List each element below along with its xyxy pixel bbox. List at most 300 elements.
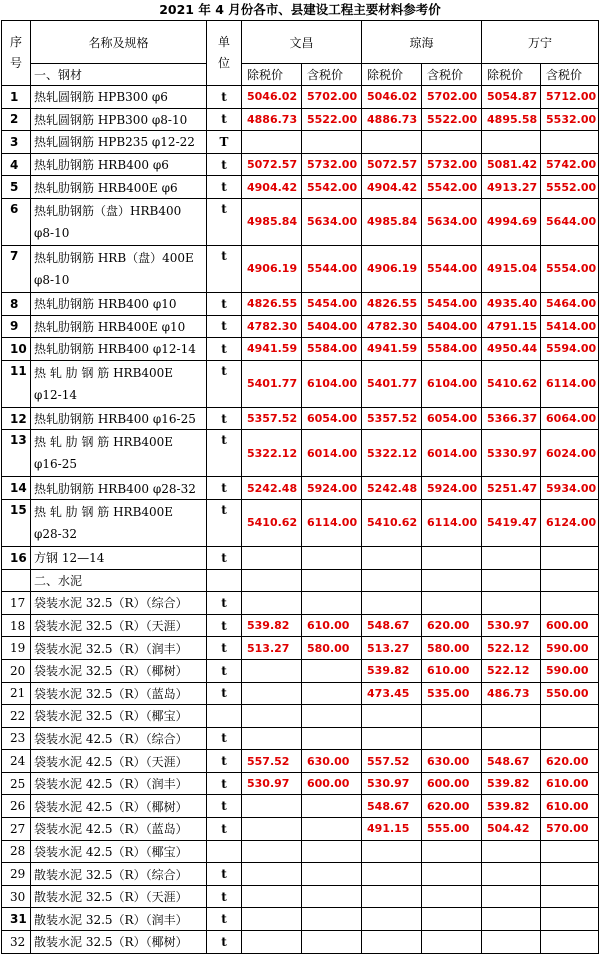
taxed-price-cell: 5584.00 bbox=[422, 338, 482, 361]
material-name-cell: 袋装水泥 32.5（R）（综合） bbox=[31, 592, 207, 615]
pretax-price-cell: 5242.48 bbox=[362, 477, 422, 500]
pretax-price-cell: 539.82 bbox=[362, 659, 422, 682]
seq-cell: 12 bbox=[2, 407, 31, 430]
taxed-price-cell: 5554.00 bbox=[541, 245, 599, 292]
pretax-price-cell: 4886.73 bbox=[242, 108, 302, 131]
table-row bbox=[2, 430, 599, 477]
taxed-price-cell: 5544.00 bbox=[422, 245, 482, 292]
unit-cell: t bbox=[207, 637, 242, 660]
taxed-header: 含税价 bbox=[541, 64, 599, 86]
unit-cell: t bbox=[207, 908, 242, 931]
taxed-price-cell bbox=[541, 727, 599, 750]
unit-cell: t bbox=[207, 86, 242, 109]
seq-cell: 22 bbox=[2, 705, 31, 728]
pretax-price-cell bbox=[482, 705, 541, 728]
seq-cell: 18 bbox=[2, 614, 31, 637]
taxed-price-cell: 610.00 bbox=[302, 614, 362, 637]
seq-cell: 10 bbox=[2, 338, 31, 361]
material-name-cell: 热轧肋钢筋 HRB（盘）400E φ8-10 bbox=[31, 245, 207, 292]
seq-cell: 19 bbox=[2, 637, 31, 660]
pretax-price-cell: 4985.84 bbox=[362, 198, 422, 245]
taxed-price-cell bbox=[541, 931, 599, 954]
pretax-price-cell: 4994.69 bbox=[482, 198, 541, 245]
pretax-price-cell: 5419.47 bbox=[482, 499, 541, 546]
material-name-cell: 热轧圆钢筋 HPB235 φ12-22 bbox=[31, 131, 207, 154]
pretax-price-cell: 530.97 bbox=[482, 614, 541, 637]
taxed-price-cell: 5594.00 bbox=[541, 338, 599, 361]
table-row bbox=[2, 315, 599, 338]
taxed-price-cell bbox=[422, 705, 482, 728]
pretax-price-cell: 548.67 bbox=[362, 795, 422, 818]
table-row bbox=[2, 840, 599, 863]
material-name-cell: 袋装水泥 42.5（R）（综合） bbox=[31, 727, 207, 750]
pretax-price-cell: 5357.52 bbox=[242, 407, 302, 430]
seq-cell: 31 bbox=[2, 908, 31, 931]
taxed-price-cell: 5732.00 bbox=[422, 153, 482, 176]
unit-cell: t bbox=[207, 614, 242, 637]
taxed-price-cell bbox=[422, 885, 482, 908]
unit-cell: t bbox=[207, 245, 242, 292]
table-row bbox=[2, 705, 599, 728]
taxed-price-cell: 600.00 bbox=[541, 614, 599, 637]
table-row bbox=[2, 292, 599, 315]
pretax-price-cell bbox=[482, 546, 541, 569]
empty-cell bbox=[482, 569, 541, 592]
taxed-price-cell bbox=[541, 705, 599, 728]
taxed-price-cell: 5924.00 bbox=[422, 477, 482, 500]
subheader-row bbox=[2, 64, 599, 86]
unit-cell: t bbox=[207, 750, 242, 773]
material-name-cell: 袋装水泥 42.5（R）（天涯） bbox=[31, 750, 207, 773]
taxed-price-cell bbox=[541, 592, 599, 615]
material-name-cell: 袋装水泥 32.5（R）（椰宝） bbox=[31, 705, 207, 728]
unit-cell: t bbox=[207, 499, 242, 546]
empty-cell bbox=[242, 569, 302, 592]
taxed-price-cell: 590.00 bbox=[541, 659, 599, 682]
empty-cell bbox=[362, 569, 422, 592]
unit-cell: t bbox=[207, 931, 242, 954]
material-name-cell: 热轧肋钢筋 HRB400 φ12-14 bbox=[31, 338, 207, 361]
taxed-price-cell bbox=[302, 682, 362, 705]
pretax-price-cell bbox=[482, 727, 541, 750]
seq-cell: 25 bbox=[2, 772, 31, 795]
taxed-price-cell: 5742.00 bbox=[541, 153, 599, 176]
taxed-price-cell: 6104.00 bbox=[422, 360, 482, 407]
table-row bbox=[2, 477, 599, 500]
section-label: 一、钢材 bbox=[31, 64, 207, 86]
material-name-cell: 热轧肋钢筋 HRB400 φ28-32 bbox=[31, 477, 207, 500]
pretax-price-cell bbox=[482, 131, 541, 154]
taxed-price-cell: 5644.00 bbox=[541, 198, 599, 245]
table-row bbox=[2, 863, 599, 886]
seq-cell: 5 bbox=[2, 176, 31, 199]
seq-cell: 4 bbox=[2, 153, 31, 176]
table-row bbox=[2, 245, 599, 292]
taxed-price-cell bbox=[541, 885, 599, 908]
material-name-cell: 散装水泥 32.5（R）（润丰） bbox=[31, 908, 207, 931]
taxed-price-cell: 6064.00 bbox=[541, 407, 599, 430]
empty-cell bbox=[541, 569, 599, 592]
table-row bbox=[2, 637, 599, 660]
pretax-header: 除税价 bbox=[362, 64, 422, 86]
pretax-price-cell: 5251.47 bbox=[482, 477, 541, 500]
pretax-price-cell bbox=[482, 908, 541, 931]
unit-cell: t bbox=[207, 546, 242, 569]
taxed-price-cell: 5584.00 bbox=[302, 338, 362, 361]
pretax-price-cell: 4915.04 bbox=[482, 245, 541, 292]
seq-cell: 17 bbox=[2, 592, 31, 615]
taxed-price-cell bbox=[302, 592, 362, 615]
taxed-price-cell bbox=[422, 908, 482, 931]
taxed-price-cell: 5404.00 bbox=[302, 315, 362, 338]
taxed-price-cell: 610.00 bbox=[541, 795, 599, 818]
taxed-price-cell: 5924.00 bbox=[302, 477, 362, 500]
pretax-price-cell: 5410.62 bbox=[362, 499, 422, 546]
pretax-price-cell bbox=[362, 592, 422, 615]
taxed-price-cell: 6104.00 bbox=[302, 360, 362, 407]
taxed-price-cell bbox=[541, 131, 599, 154]
material-name-cell: 袋装水泥 32.5（R）（润丰） bbox=[31, 637, 207, 660]
taxed-price-cell: 630.00 bbox=[422, 750, 482, 773]
header-row bbox=[2, 21, 599, 64]
pretax-header: 除税价 bbox=[242, 64, 302, 86]
seq-cell: 8 bbox=[2, 292, 31, 315]
pretax-price-cell: 4904.42 bbox=[362, 176, 422, 199]
taxed-price-cell: 5712.00 bbox=[541, 86, 599, 109]
material-name-cell: 袋装水泥 42.5（R）（润丰） bbox=[31, 772, 207, 795]
taxed-price-cell: 6114.00 bbox=[541, 360, 599, 407]
table-row bbox=[2, 407, 599, 430]
seq-cell: 27 bbox=[2, 818, 31, 841]
taxed-price-cell bbox=[302, 705, 362, 728]
table-row bbox=[2, 614, 599, 637]
material-name-cell: 袋装水泥 32.5（R）（蓝岛） bbox=[31, 682, 207, 705]
taxed-price-cell: 5414.00 bbox=[541, 315, 599, 338]
pretax-price-cell bbox=[482, 885, 541, 908]
table-row bbox=[2, 338, 599, 361]
taxed-price-cell: 570.00 bbox=[541, 818, 599, 841]
taxed-price-cell: 5542.00 bbox=[422, 176, 482, 199]
unit-cell bbox=[207, 705, 242, 728]
material-name-cell: 散装水泥 32.5（R）（天涯） bbox=[31, 885, 207, 908]
pretax-price-cell: 4913.27 bbox=[482, 176, 541, 199]
taxed-price-cell bbox=[302, 546, 362, 569]
table-row bbox=[2, 659, 599, 682]
seq-header: 序号 bbox=[2, 21, 31, 86]
pretax-price-cell bbox=[362, 705, 422, 728]
material-name-cell: 热 轧 肋 钢 筋 HRB400E φ28-32 bbox=[31, 499, 207, 546]
pretax-price-cell: 5072.57 bbox=[362, 153, 422, 176]
pretax-price-cell bbox=[242, 131, 302, 154]
seq-cell: 20 bbox=[2, 659, 31, 682]
table-row bbox=[2, 153, 599, 176]
taxed-price-cell: 5934.00 bbox=[541, 477, 599, 500]
material-name-cell: 热轧肋钢筋 HRB400 φ16-25 bbox=[31, 407, 207, 430]
material-name-cell: 散装水泥 32.5（R）（综合） bbox=[31, 863, 207, 886]
seq-cell: 6 bbox=[2, 198, 31, 245]
pretax-price-cell: 5322.12 bbox=[242, 430, 302, 477]
taxed-price-cell bbox=[302, 931, 362, 954]
taxed-price-cell bbox=[422, 131, 482, 154]
pretax-price-cell: 5046.02 bbox=[362, 86, 422, 109]
taxed-price-cell bbox=[302, 795, 362, 818]
unit-cell: t bbox=[207, 407, 242, 430]
pretax-price-cell: 5072.57 bbox=[242, 153, 302, 176]
region-header-wanning: 万宁 bbox=[482, 21, 599, 64]
pretax-price-cell bbox=[242, 885, 302, 908]
unit-cell: t bbox=[207, 176, 242, 199]
taxed-price-cell: 6054.00 bbox=[422, 407, 482, 430]
seq-cell: 11 bbox=[2, 360, 31, 407]
material-name-cell: 热轧肋钢筋 HRB400E φ6 bbox=[31, 176, 207, 199]
pretax-price-cell bbox=[482, 840, 541, 863]
seq-cell: 13 bbox=[2, 430, 31, 477]
taxed-price-cell: 5404.00 bbox=[422, 315, 482, 338]
pretax-price-cell: 4985.84 bbox=[242, 198, 302, 245]
table-row bbox=[2, 360, 599, 407]
pretax-price-cell: 557.52 bbox=[362, 750, 422, 773]
unit-cell: t bbox=[207, 795, 242, 818]
taxed-price-cell: 600.00 bbox=[422, 772, 482, 795]
pretax-price-cell: 5242.48 bbox=[242, 477, 302, 500]
table-row bbox=[2, 727, 599, 750]
pretax-price-cell bbox=[482, 592, 541, 615]
pretax-price-cell: 530.97 bbox=[242, 772, 302, 795]
seq-cell bbox=[2, 569, 31, 592]
seq-cell: 21 bbox=[2, 682, 31, 705]
pretax-price-cell: 513.27 bbox=[242, 637, 302, 660]
taxed-price-cell: 535.00 bbox=[422, 682, 482, 705]
pretax-price-cell bbox=[362, 908, 422, 931]
seq-cell: 15 bbox=[2, 499, 31, 546]
unit-cell: t bbox=[207, 818, 242, 841]
pretax-price-cell bbox=[362, 546, 422, 569]
taxed-price-cell: 5522.00 bbox=[422, 108, 482, 131]
taxed-price-cell: 580.00 bbox=[422, 637, 482, 660]
pretax-price-cell: 4791.15 bbox=[482, 315, 541, 338]
pretax-price-cell: 522.12 bbox=[482, 659, 541, 682]
pretax-price-cell bbox=[482, 931, 541, 954]
table-body bbox=[2, 86, 599, 954]
unit-cell: t bbox=[207, 198, 242, 245]
taxed-price-cell bbox=[422, 840, 482, 863]
taxed-price-cell bbox=[541, 863, 599, 886]
taxed-price-cell bbox=[302, 885, 362, 908]
unit-cell: t bbox=[207, 108, 242, 131]
region-header-wenchang: 文昌 bbox=[242, 21, 362, 64]
pretax-price-cell bbox=[242, 546, 302, 569]
unit-header: 单位 bbox=[207, 21, 242, 86]
pretax-price-cell bbox=[242, 818, 302, 841]
seq-cell: 23 bbox=[2, 727, 31, 750]
pretax-price-cell bbox=[362, 840, 422, 863]
taxed-price-cell: 620.00 bbox=[422, 614, 482, 637]
pretax-price-cell: 4904.42 bbox=[242, 176, 302, 199]
taxed-price-cell: 5702.00 bbox=[302, 86, 362, 109]
taxed-price-cell: 5532.00 bbox=[541, 108, 599, 131]
taxed-price-cell bbox=[422, 727, 482, 750]
taxed-price-cell: 5732.00 bbox=[302, 153, 362, 176]
pretax-price-cell bbox=[362, 727, 422, 750]
table-row bbox=[2, 750, 599, 773]
pretax-price-cell: 4886.73 bbox=[362, 108, 422, 131]
unit-cell: t bbox=[207, 153, 242, 176]
seq-cell: 30 bbox=[2, 885, 31, 908]
empty-cell bbox=[302, 569, 362, 592]
seq-cell: 28 bbox=[2, 840, 31, 863]
material-name-cell: 热轧圆钢筋 HPB300 φ8-10 bbox=[31, 108, 207, 131]
pretax-price-cell: 548.67 bbox=[482, 750, 541, 773]
pretax-price-cell: 539.82 bbox=[482, 795, 541, 818]
name-header: 名称及规格 bbox=[31, 21, 207, 64]
unit-cell: t bbox=[207, 659, 242, 682]
taxed-price-cell: 5464.00 bbox=[541, 292, 599, 315]
pretax-price-cell: 539.82 bbox=[242, 614, 302, 637]
taxed-price-cell: 5454.00 bbox=[422, 292, 482, 315]
table-row bbox=[2, 198, 599, 245]
seq-cell: 14 bbox=[2, 477, 31, 500]
pretax-price-cell: 530.97 bbox=[362, 772, 422, 795]
material-name-cell: 热轧肋钢筋 HRB400 φ10 bbox=[31, 292, 207, 315]
pretax-price-cell bbox=[362, 885, 422, 908]
seq-cell: 3 bbox=[2, 131, 31, 154]
pretax-price-cell: 486.73 bbox=[482, 682, 541, 705]
pretax-price-cell: 5357.52 bbox=[362, 407, 422, 430]
table-row bbox=[2, 818, 599, 841]
unit-cell: t bbox=[207, 727, 242, 750]
taxed-price-cell: 620.00 bbox=[422, 795, 482, 818]
unit-cell bbox=[207, 840, 242, 863]
empty-cell bbox=[422, 569, 482, 592]
taxed-price-cell: 6124.00 bbox=[541, 499, 599, 546]
taxed-price-cell: 6114.00 bbox=[422, 499, 482, 546]
taxed-price-cell bbox=[302, 727, 362, 750]
taxed-header: 含税价 bbox=[302, 64, 362, 86]
section-row bbox=[2, 569, 599, 592]
seq-cell: 16 bbox=[2, 546, 31, 569]
pretax-price-cell: 539.82 bbox=[482, 772, 541, 795]
taxed-price-cell bbox=[541, 546, 599, 569]
taxed-price-cell: 620.00 bbox=[541, 750, 599, 773]
taxed-price-cell: 555.00 bbox=[422, 818, 482, 841]
taxed-price-cell: 590.00 bbox=[541, 637, 599, 660]
pretax-price-cell: 4895.58 bbox=[482, 108, 541, 131]
material-name-cell: 热轧肋钢筋（盘）HRB400 φ8-10 bbox=[31, 198, 207, 245]
pretax-price-cell: 5046.02 bbox=[242, 86, 302, 109]
pretax-price-cell: 4906.19 bbox=[362, 245, 422, 292]
unit-cell: T bbox=[207, 131, 242, 154]
seq-cell: 1 bbox=[2, 86, 31, 109]
table-row bbox=[2, 885, 599, 908]
taxed-price-cell: 5544.00 bbox=[302, 245, 362, 292]
table-row bbox=[2, 931, 599, 954]
unit-cell: t bbox=[207, 360, 242, 407]
unit-cell: t bbox=[207, 315, 242, 338]
taxed-price-cell bbox=[422, 931, 482, 954]
pretax-header: 除税价 bbox=[482, 64, 541, 86]
taxed-price-cell: 6024.00 bbox=[541, 430, 599, 477]
pretax-price-cell bbox=[242, 863, 302, 886]
pretax-price-cell: 5410.62 bbox=[242, 499, 302, 546]
table-row bbox=[2, 795, 599, 818]
pretax-price-cell: 5322.12 bbox=[362, 430, 422, 477]
taxed-price-cell: 6114.00 bbox=[302, 499, 362, 546]
pretax-price-cell: 522.12 bbox=[482, 637, 541, 660]
pretax-price-cell: 4782.30 bbox=[242, 315, 302, 338]
pretax-price-cell: 4906.19 bbox=[242, 245, 302, 292]
pretax-price-cell: 557.52 bbox=[242, 750, 302, 773]
pretax-price-cell bbox=[242, 840, 302, 863]
pretax-price-cell: 473.45 bbox=[362, 682, 422, 705]
taxed-price-cell: 6054.00 bbox=[302, 407, 362, 430]
pretax-price-cell bbox=[242, 592, 302, 615]
taxed-price-cell: 600.00 bbox=[302, 772, 362, 795]
taxed-price-cell: 5552.00 bbox=[541, 176, 599, 199]
pretax-price-cell bbox=[242, 795, 302, 818]
region-header-qionghai: 琼海 bbox=[362, 21, 482, 64]
material-name-cell: 热轧圆钢筋 HPB300 φ6 bbox=[31, 86, 207, 109]
pretax-price-cell bbox=[242, 682, 302, 705]
pretax-price-cell: 4941.59 bbox=[242, 338, 302, 361]
seq-cell: 9 bbox=[2, 315, 31, 338]
taxed-price-cell: 5702.00 bbox=[422, 86, 482, 109]
unit-cell: t bbox=[207, 430, 242, 477]
taxed-price-cell bbox=[302, 908, 362, 931]
table-row bbox=[2, 546, 599, 569]
taxed-price-cell: 610.00 bbox=[422, 659, 482, 682]
taxed-price-cell: 610.00 bbox=[541, 772, 599, 795]
pretax-price-cell: 5401.77 bbox=[242, 360, 302, 407]
pretax-price-cell bbox=[362, 131, 422, 154]
taxed-price-cell: 6014.00 bbox=[422, 430, 482, 477]
unit-cell: t bbox=[207, 592, 242, 615]
material-name-cell: 袋装水泥 42.5（R）（蓝岛） bbox=[31, 818, 207, 841]
table-row bbox=[2, 682, 599, 705]
table-row bbox=[2, 499, 599, 546]
unit-cell: t bbox=[207, 477, 242, 500]
taxed-price-cell: 580.00 bbox=[302, 637, 362, 660]
taxed-price-cell: 6014.00 bbox=[302, 430, 362, 477]
taxed-price-cell bbox=[541, 908, 599, 931]
pretax-price-cell: 5330.97 bbox=[482, 430, 541, 477]
seq-cell: 29 bbox=[2, 863, 31, 886]
pretax-price-cell: 4826.55 bbox=[362, 292, 422, 315]
pretax-price-cell: 4782.30 bbox=[362, 315, 422, 338]
pretax-price-cell bbox=[242, 659, 302, 682]
table-row bbox=[2, 592, 599, 615]
taxed-price-cell bbox=[541, 840, 599, 863]
pretax-price-cell: 504.42 bbox=[482, 818, 541, 841]
unit-cell: t bbox=[207, 682, 242, 705]
table-row bbox=[2, 176, 599, 199]
page-title: 2021 年 4 月份各市、县建设工程主要材料参考价 bbox=[159, 2, 441, 17]
pretax-price-cell bbox=[242, 705, 302, 728]
table-row bbox=[2, 908, 599, 931]
taxed-price-cell bbox=[302, 863, 362, 886]
taxed-price-cell bbox=[302, 659, 362, 682]
material-name-cell: 热 轧 肋 钢 筋 HRB400E φ16-25 bbox=[31, 430, 207, 477]
seq-cell: 2 bbox=[2, 108, 31, 131]
pretax-price-cell: 5401.77 bbox=[362, 360, 422, 407]
pretax-price-cell: 491.15 bbox=[362, 818, 422, 841]
taxed-price-cell bbox=[302, 818, 362, 841]
pretax-price-cell bbox=[362, 931, 422, 954]
pretax-price-cell bbox=[242, 931, 302, 954]
taxed-price-cell bbox=[422, 546, 482, 569]
pretax-price-cell: 4826.55 bbox=[242, 292, 302, 315]
pretax-price-cell bbox=[482, 863, 541, 886]
pretax-price-cell bbox=[362, 863, 422, 886]
